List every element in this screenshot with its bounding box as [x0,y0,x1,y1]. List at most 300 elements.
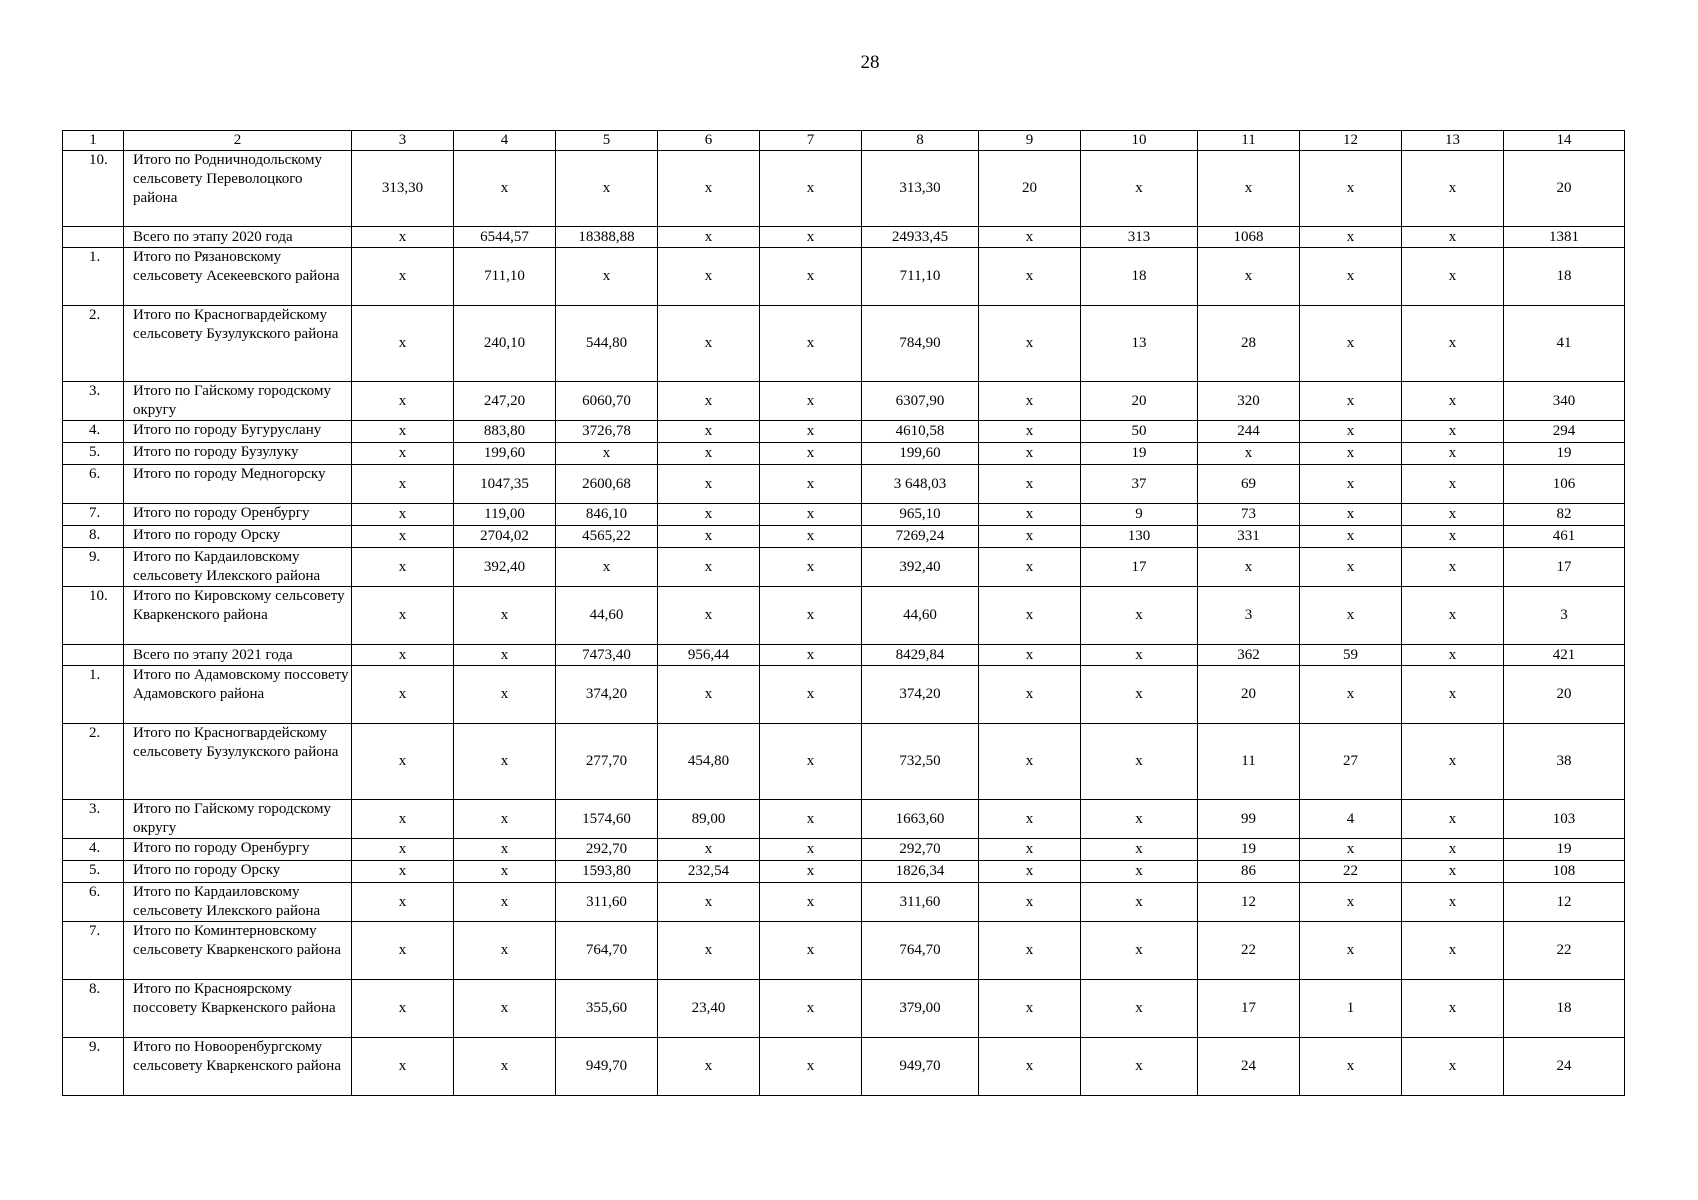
value-cell: х [352,645,454,666]
value-cell: 1 [1300,980,1402,1038]
value-cell: 732,50 [862,724,979,800]
value-cell: 846,10 [556,504,658,526]
value-cell: х [352,421,454,443]
row-number-cell: 5. [63,861,124,883]
table-row [63,465,1625,504]
value-cell: 461 [1504,526,1625,548]
value-cell: х [760,306,862,382]
value-cell: х [352,922,454,980]
value-cell: 19 [1198,839,1300,861]
value-cell: 544,80 [556,306,658,382]
value-cell: х [979,724,1081,800]
value-cell: х [454,645,556,666]
value-cell: х [1300,248,1402,306]
value-cell: х [760,443,862,465]
value-cell: 320 [1198,382,1300,421]
value-cell: 240,10 [454,306,556,382]
value-cell: 1381 [1504,227,1625,248]
value-cell: х [454,861,556,883]
value-cell: х [658,883,760,922]
value-cell: х [760,382,862,421]
value-cell: 949,70 [556,1038,658,1096]
value-cell: 7269,24 [862,526,979,548]
row-number-cell: 4. [63,421,124,443]
value-cell: х [1402,1038,1504,1096]
value-cell: 82 [1504,504,1625,526]
value-cell: 379,00 [862,980,979,1038]
value-cell: х [454,839,556,861]
value-cell: х [658,922,760,980]
value-cell: 50 [1081,421,1198,443]
value-cell: х [1300,1038,1402,1096]
value-cell: 1593,80 [556,861,658,883]
value-cell: х [760,645,862,666]
value-cell: 374,20 [862,666,979,724]
value-cell: 340 [1504,382,1625,421]
value-cell: х [1081,1038,1198,1096]
value-cell: х [1081,800,1198,839]
value-cell: 12 [1198,883,1300,922]
row-name-cell: Итого по Красноярскому поссовету Кваркенского района [124,980,352,1038]
value-cell: х [760,1038,862,1096]
column-number-cell: 5 [556,131,658,151]
value-cell: х [1081,645,1198,666]
value-cell: х [979,645,1081,666]
column-number-cell: 1 [63,131,124,151]
value-cell: х [979,227,1081,248]
value-cell: 24 [1198,1038,1300,1096]
value-cell: х [454,724,556,800]
value-cell: х [1402,883,1504,922]
value-cell: х [760,861,862,883]
value-cell: х [979,465,1081,504]
value-cell: х [1402,151,1504,227]
value-cell: 38 [1504,724,1625,800]
value-cell: 3726,78 [556,421,658,443]
value-cell: х [454,922,556,980]
value-cell: х [1402,980,1504,1038]
value-cell: х [454,151,556,227]
value-cell: 355,60 [556,980,658,1038]
row-number-cell: 1. [63,248,124,306]
row-name-cell: Итого по городу Оренбургу [124,839,352,861]
row-number-cell [63,645,124,666]
stage-total-row [63,645,1625,666]
column-number-cell: 12 [1300,131,1402,151]
column-number-cell: 11 [1198,131,1300,151]
value-cell: 24 [1504,1038,1625,1096]
table-row [63,382,1625,421]
row-number-cell: 9. [63,548,124,587]
value-cell: х [352,666,454,724]
row-number-cell: 2. [63,724,124,800]
value-cell: х [1300,227,1402,248]
row-number-cell: 8. [63,526,124,548]
value-cell: х [979,666,1081,724]
value-cell: х [1300,151,1402,227]
value-cell: х [1402,839,1504,861]
row-name-cell: Итого по Новооренбургскому сельсовету Кваркенского района [124,1038,352,1096]
value-cell: 20 [1081,382,1198,421]
row-number-cell: 3. [63,800,124,839]
value-cell: х [658,465,760,504]
value-cell: 130 [1081,526,1198,548]
table-row [63,421,1625,443]
value-cell: 764,70 [862,922,979,980]
value-cell: 11 [1198,724,1300,800]
table-row [63,504,1625,526]
value-cell: 17 [1198,980,1300,1038]
value-cell: х [1402,587,1504,645]
table-row [63,548,1625,587]
value-cell: 20 [1504,151,1625,227]
value-cell: х [760,548,862,587]
value-cell: х [556,548,658,587]
value-cell: 764,70 [556,922,658,980]
table-row [63,526,1625,548]
value-cell: х [1198,151,1300,227]
value-cell: х [352,306,454,382]
row-name-cell: Итого по Гайскому городскому округу [124,382,352,421]
value-cell: х [352,504,454,526]
value-cell: 13 [1081,306,1198,382]
value-cell: 2600,68 [556,465,658,504]
value-cell: 44,60 [556,587,658,645]
value-cell: 199,60 [454,443,556,465]
row-number-cell: 5. [63,443,124,465]
value-cell: 18 [1504,248,1625,306]
value-cell: 244 [1198,421,1300,443]
row-name-cell: Итого по городу Орску [124,526,352,548]
value-cell: х [1300,306,1402,382]
value-cell: 119,00 [454,504,556,526]
value-cell: х [1300,548,1402,587]
value-cell: х [352,587,454,645]
value-cell: 6544,57 [454,227,556,248]
value-cell: 24933,45 [862,227,979,248]
value-cell: х [454,980,556,1038]
value-cell: х [979,421,1081,443]
value-cell: х [1081,883,1198,922]
value-cell: х [979,1038,1081,1096]
value-cell: х [1402,306,1504,382]
value-cell: 18 [1081,248,1198,306]
value-cell: 313,30 [352,151,454,227]
row-number-cell: 6. [63,465,124,504]
value-cell: х [979,306,1081,382]
value-cell: х [979,922,1081,980]
value-cell: х [352,1038,454,1096]
column-number-cell: 8 [862,131,979,151]
value-cell: х [1402,504,1504,526]
value-cell: 949,70 [862,1038,979,1096]
value-cell: х [1300,465,1402,504]
row-number-cell: 2. [63,306,124,382]
value-cell: х [1081,151,1198,227]
value-cell: х [1402,421,1504,443]
row-name-cell: Итого по Коминтерновскому сельсовету Кваркенского района [124,922,352,980]
value-cell: 392,40 [454,548,556,587]
value-cell: х [352,724,454,800]
value-cell: х [979,587,1081,645]
value-cell: 37 [1081,465,1198,504]
value-cell: 27 [1300,724,1402,800]
value-cell: 20 [979,151,1081,227]
value-cell: 2704,02 [454,526,556,548]
value-cell: 392,40 [862,548,979,587]
value-cell: х [1402,382,1504,421]
row-name-cell: Итого по Адамовскому поссовету Адамовского района [124,666,352,724]
value-cell: х [760,587,862,645]
value-cell: х [1402,800,1504,839]
row-name-cell: Итого по городу Оренбургу [124,504,352,526]
value-cell: х [1402,645,1504,666]
value-cell: х [658,839,760,861]
header-row [63,131,1625,151]
value-cell: 19 [1081,443,1198,465]
value-cell: х [1402,227,1504,248]
value-cell: х [352,465,454,504]
value-cell: 4 [1300,800,1402,839]
column-number-cell: 4 [454,131,556,151]
row-number-cell: 7. [63,922,124,980]
value-cell: х [352,839,454,861]
value-cell: х [979,839,1081,861]
value-cell: 421 [1504,645,1625,666]
value-cell: х [1300,839,1402,861]
value-cell: х [979,883,1081,922]
value-cell: х [658,421,760,443]
value-cell: х [658,1038,760,1096]
value-cell: х [658,443,760,465]
value-cell: х [979,248,1081,306]
value-cell: 3 648,03 [862,465,979,504]
value-cell: х [352,548,454,587]
value-cell: 965,10 [862,504,979,526]
value-cell: х [658,306,760,382]
value-cell: х [1402,443,1504,465]
value-cell: х [658,526,760,548]
value-cell: х [454,800,556,839]
value-cell: х [658,504,760,526]
value-cell: х [1402,666,1504,724]
row-name-cell: Итого по Красногвардейскому сельсовету Бузулукского района [124,306,352,382]
table-row [63,248,1625,306]
value-cell: х [1198,248,1300,306]
row-name-cell: Всего по этапу 2020 года [124,227,352,248]
row-name-cell: Итого по Красногвардейскому сельсовету Бузулукского района [124,724,352,800]
value-cell: 20 [1198,666,1300,724]
row-name-cell: Итого по городу Бузулуку [124,443,352,465]
value-cell: х [760,666,862,724]
row-number-cell: 10. [63,151,124,227]
value-cell: 18 [1504,980,1625,1038]
value-cell: 106 [1504,465,1625,504]
row-number-cell: 9. [63,1038,124,1096]
value-cell: х [760,421,862,443]
table-row [63,443,1625,465]
value-cell: х [556,248,658,306]
value-cell: 41 [1504,306,1625,382]
value-cell: 784,90 [862,306,979,382]
value-cell: х [658,666,760,724]
value-cell: 44,60 [862,587,979,645]
value-cell: 89,00 [658,800,760,839]
value-cell: х [760,724,862,800]
column-number-cell: 9 [979,131,1081,151]
value-cell: х [352,526,454,548]
value-cell: 1663,60 [862,800,979,839]
value-cell: х [1300,922,1402,980]
value-cell: 711,10 [862,248,979,306]
table-row [63,666,1625,724]
row-name-cell: Итого по Кировскому сельсовету Кваркенского района [124,587,352,645]
table-row [63,980,1625,1038]
value-cell: х [454,666,556,724]
value-cell: 69 [1198,465,1300,504]
row-number-cell [63,227,124,248]
value-cell: х [1081,839,1198,861]
table-row [63,587,1625,645]
value-cell: 4610,58 [862,421,979,443]
value-cell: х [1081,724,1198,800]
value-cell: 3 [1198,587,1300,645]
value-cell: х [658,248,760,306]
value-cell: 17 [1504,548,1625,587]
value-cell: х [352,248,454,306]
value-cell: 311,60 [862,883,979,922]
value-cell: 19 [1504,443,1625,465]
row-name-cell: Итого по городу Медногорску [124,465,352,504]
value-cell: 1068 [1198,227,1300,248]
value-cell: х [1081,922,1198,980]
value-cell: х [454,587,556,645]
value-cell: 23,40 [658,980,760,1038]
column-number-cell: 7 [760,131,862,151]
value-cell: х [1300,421,1402,443]
value-cell: х [979,800,1081,839]
value-cell: х [1198,443,1300,465]
value-cell: х [1081,980,1198,1038]
value-cell: х [352,883,454,922]
value-cell: х [979,980,1081,1038]
value-cell: х [352,382,454,421]
table-row [63,922,1625,980]
value-cell: х [979,861,1081,883]
row-number-cell: 7. [63,504,124,526]
page-number: 28 [860,52,880,73]
value-cell: 362 [1198,645,1300,666]
column-number-cell: 6 [658,131,760,151]
value-cell: х [979,382,1081,421]
value-cell: х [556,151,658,227]
value-cell: х [658,548,760,587]
value-cell: х [760,922,862,980]
value-cell: х [979,548,1081,587]
row-number-cell: 10. [63,587,124,645]
value-cell: х [658,227,760,248]
value-cell: 313,30 [862,151,979,227]
value-cell: х [760,526,862,548]
value-cell: х [760,227,862,248]
row-number-cell: 1. [63,666,124,724]
value-cell: х [1402,724,1504,800]
value-cell: х [1300,526,1402,548]
value-cell: х [352,861,454,883]
value-cell: х [1300,382,1402,421]
value-cell: х [556,443,658,465]
row-name-cell: Итого по Рязановскому сельсовету Асекеевского района [124,248,352,306]
value-cell: х [352,227,454,248]
value-cell: 20 [1504,666,1625,724]
value-cell: 18388,88 [556,227,658,248]
value-cell: х [760,248,862,306]
row-number-cell: 6. [63,883,124,922]
value-cell: х [1081,666,1198,724]
value-cell: 331 [1198,526,1300,548]
column-number-cell: 13 [1402,131,1504,151]
value-cell: х [1081,587,1198,645]
value-cell: 6060,70 [556,382,658,421]
row-name-cell: Итого по городу Бугуруслану [124,421,352,443]
report-table [62,130,1625,1096]
value-cell: 313 [1081,227,1198,248]
value-cell: 22 [1198,922,1300,980]
value-cell: 311,60 [556,883,658,922]
table-row [63,800,1625,839]
value-cell: 292,70 [862,839,979,861]
table-row [63,151,1625,227]
stage-total-row [63,227,1625,248]
value-cell: 108 [1504,861,1625,883]
column-number-cell: 10 [1081,131,1198,151]
value-cell: 73 [1198,504,1300,526]
value-cell: 294 [1504,421,1625,443]
value-cell: х [352,800,454,839]
value-cell: х [760,800,862,839]
table-row [63,883,1625,922]
row-name-cell: Итого по Кардаиловскому сельсовету Илекского района [124,548,352,587]
value-cell: х [658,587,760,645]
value-cell: х [352,980,454,1038]
row-name-cell: Итого по Кардаиловскому сельсовету Илекского района [124,883,352,922]
value-cell: 1047,35 [454,465,556,504]
value-cell: х [1300,666,1402,724]
value-cell: х [760,504,862,526]
value-cell: 22 [1300,861,1402,883]
value-cell: х [658,382,760,421]
value-cell: 1826,34 [862,861,979,883]
value-cell: х [352,443,454,465]
value-cell: х [1300,443,1402,465]
value-cell: 883,80 [454,421,556,443]
row-name-cell: Итого по Родничнодольскому сельсовету Переволоцкого района [124,151,352,227]
row-number-cell: 4. [63,839,124,861]
value-cell: 232,54 [658,861,760,883]
value-cell: х [1198,548,1300,587]
value-cell: 22 [1504,922,1625,980]
value-cell: 374,20 [556,666,658,724]
value-cell: 99 [1198,800,1300,839]
value-cell: х [760,465,862,504]
value-cell: 711,10 [454,248,556,306]
value-cell: 3 [1504,587,1625,645]
value-cell: 12 [1504,883,1625,922]
value-cell: х [1300,587,1402,645]
column-number-cell: 3 [352,131,454,151]
value-cell: х [760,980,862,1038]
value-cell: 59 [1300,645,1402,666]
